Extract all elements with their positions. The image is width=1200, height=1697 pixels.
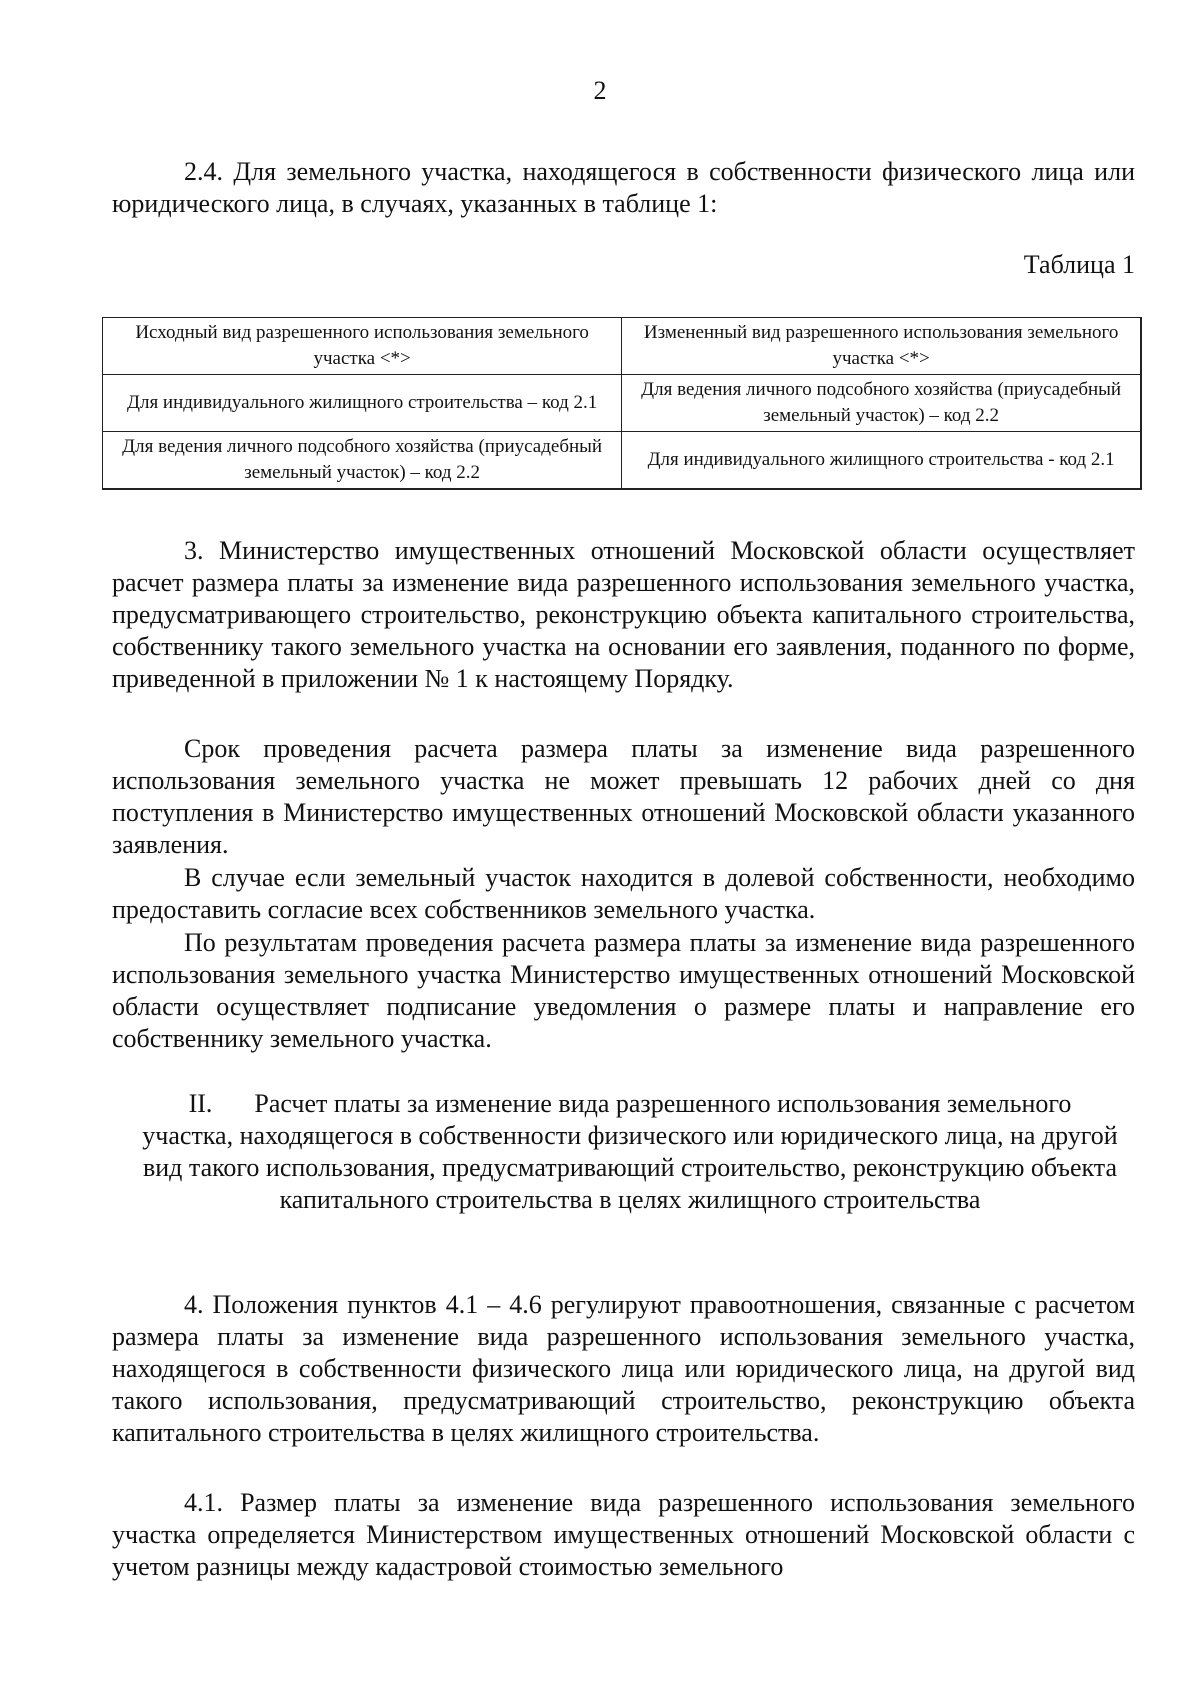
table-row: [103, 375, 1142, 432]
table-cell: Для ведения личного подсобного хозяйства (приусадебный земельный участок) – код 2.2: [622, 375, 1141, 432]
paragraph-4: 4. Положения пунктов 4.1 – 4.6 регулируют правоотношения, связанные с расчетом размера платы за изменение вида разрешенного использования земельного участка, находящегося в собственности физического лица или юридического лица, на другой вид такого использования, предусматривающий строительство, реконструкцию объекта капитального строительства в целях жилищного строительства.: [112, 1290, 1135, 1447]
section-heading: [140, 1088, 1120, 1216]
table-cell: Для индивидуального жилищного строительства – код 2.1: [103, 375, 622, 432]
paragraph-dolevaya: В случае если земельный участок находится в долевой собственности, необходимо предоставить согласие всех собственников земельного участка.: [112, 863, 1135, 924]
table-header-cell: Измененный вид разрешенного использования земельного участка <*>: [622, 318, 1141, 375]
table-cell: Для ведения личного подсобного хозяйства (приусадебный земельный участок) – код 2.2: [103, 432, 622, 490]
paragraph-2-4: 2.4. Для земельного участка, находящегося в собственности физического лица или юридического лица, в случаях, указанных в таблице 1:: [112, 157, 1135, 218]
paragraph-srok: Срок проведения расчета размера платы за изменение вида разрешенного использования земельного участка не может превышать 12 рабочих дней со дня поступления в Министерство имущественных отношений Московской области указанного заявления.: [112, 734, 1135, 859]
paragraph-3: 3. Министерство имущественных отношений Московской области осуществляет расчет размера платы за изменение вида разрешенного использования земельного участка, предусматривающего строительство, реконструкцию объекта капитального строительства, собственнику такого земельного участка на основании его заявления, поданного по форме, приведенной в приложении № 1 к настоящему Порядку.: [112, 536, 1135, 693]
table-header-cell: Исходный вид разрешенного использования земельного участка <*>: [103, 318, 622, 375]
paragraph-4-1: 4.1. Размер платы за изменение вида разрешенного использования земельного участка определяется Министерством имущественных отношений Московской области с учетом разницы между кадастровой стоимостью земельного: [112, 1488, 1135, 1581]
table-cell: Для индивидуального жилищного строительства - код 2.1: [622, 432, 1141, 490]
table-1: [102, 317, 1142, 490]
table-caption: Таблица 1: [1023, 250, 1135, 279]
paragraph-rezultaty: По результатам проведения расчета размера платы за изменение вида разрешенного использования земельного участка Министерство имущественных отношений Московской области осуществляет подписание уведомления о размере платы и направление его собственнику земельного участка.: [112, 928, 1135, 1053]
section-number: II.: [188, 1089, 213, 1118]
table-header-row: [103, 318, 1142, 375]
page-number: 2: [593, 76, 607, 105]
section-title: Расчет платы за изменение вида разрешенного использования земельного участка, находящегося в собственности физического или юридического лица, на другой вид такого использования, предусматривающий строительство, реконструкцию объекта капитального строительства в целях жилищного строительства: [142, 1089, 1118, 1214]
table-row: [103, 432, 1142, 490]
